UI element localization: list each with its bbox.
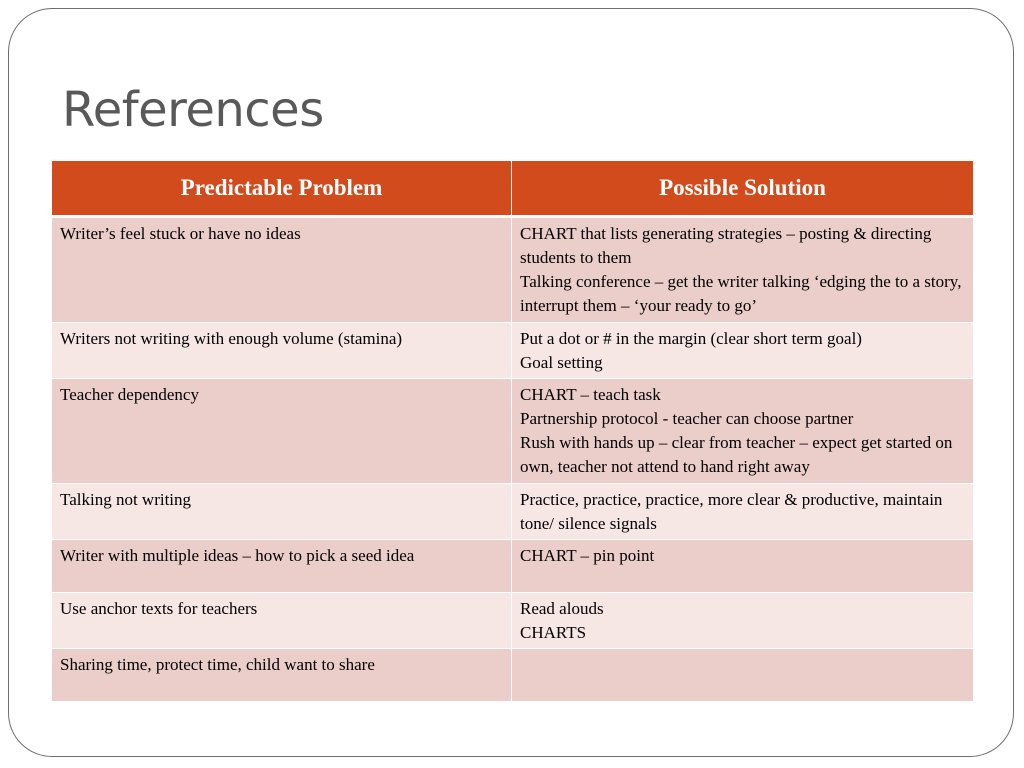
solution-line: Read alouds bbox=[520, 599, 604, 618]
solution-cell bbox=[512, 484, 974, 540]
table-row bbox=[52, 649, 974, 702]
solution-line: Practice, practice, practice, more clear & productive, maintain tone/ silence signals bbox=[520, 490, 943, 533]
problem-cell: Writer with multiple ideas – how to pick a seed idea bbox=[52, 540, 512, 593]
solution-line: Goal setting bbox=[520, 353, 603, 372]
solution-cell bbox=[512, 593, 974, 649]
solution-cell bbox=[512, 217, 974, 323]
solution-line: Partnership protocol - teacher can choose partner bbox=[520, 409, 854, 428]
table-row bbox=[52, 593, 974, 649]
problem-cell: Sharing time, protect time, child want to share bbox=[52, 649, 512, 702]
problem-cell: Teacher dependency bbox=[52, 379, 512, 484]
solution-line: CHART – teach task bbox=[520, 385, 661, 404]
table-row bbox=[52, 540, 974, 593]
problem-cell: Use anchor texts for teachers bbox=[52, 593, 512, 649]
solution-cell bbox=[512, 649, 974, 702]
table-header-row bbox=[52, 161, 974, 217]
table-row bbox=[52, 484, 974, 540]
problem-cell: Writer’s feel stuck or have no ideas bbox=[52, 217, 512, 323]
solution-line: CHARTS bbox=[520, 623, 587, 642]
solution-cell bbox=[512, 540, 974, 593]
column-header-problem: Predictable Problem bbox=[52, 161, 512, 217]
solution-line: Talking conference – get the writer talking ‘edging the to a story, interrupt them – ‘your ready to go’ bbox=[520, 272, 962, 315]
solution-cell bbox=[512, 323, 974, 379]
table-row bbox=[52, 379, 974, 484]
references-table bbox=[51, 160, 974, 702]
table-row bbox=[52, 217, 974, 323]
solution-line: CHART – pin point bbox=[520, 546, 655, 565]
solution-line: CHART that lists generating strategies – posting & directing students to them bbox=[520, 224, 932, 267]
solution-line: Put a dot or # in the margin (clear short term goal) bbox=[520, 329, 862, 348]
solution-cell bbox=[512, 379, 974, 484]
problem-cell: Writers not writing with enough volume (stamina) bbox=[52, 323, 512, 379]
table-row bbox=[52, 323, 974, 379]
solution-line: Rush with hands up – clear from teacher – expect get started on own, teacher not attend to hand right away bbox=[520, 433, 953, 476]
column-header-solution: Possible Solution bbox=[512, 161, 974, 217]
slide-title: References bbox=[62, 82, 324, 138]
problem-cell: Talking not writing bbox=[52, 484, 512, 540]
